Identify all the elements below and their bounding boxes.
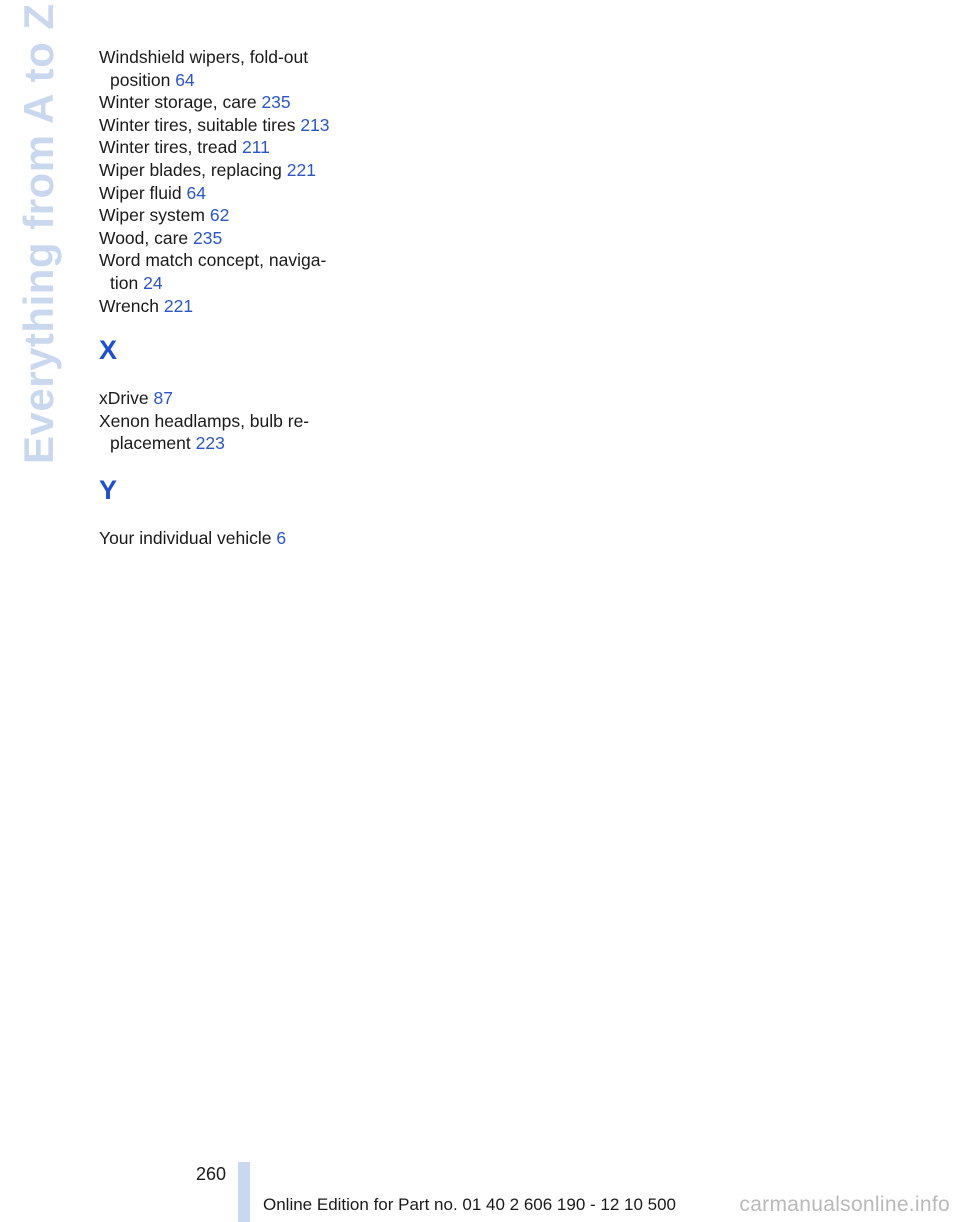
entry-text: Wiper blades, replacing	[99, 159, 282, 180]
entry-text: Wood, care	[99, 227, 189, 248]
footer-accent-bar	[238, 1162, 250, 1222]
page-link[interactable]: 6	[276, 527, 287, 548]
entries-w	[99, 46, 349, 317]
index-entry	[99, 136, 349, 159]
index-entry	[99, 387, 349, 410]
index-entry	[99, 159, 349, 182]
page-link[interactable]: 223	[195, 433, 225, 454]
side-title-text: Everything from A to Z	[15, 3, 62, 464]
index-entry	[99, 227, 349, 250]
index-entry	[99, 114, 349, 137]
index-entry	[99, 91, 349, 114]
entry-text: Your individual vehicle	[99, 527, 272, 548]
page-link[interactable]: 221	[286, 159, 316, 180]
entry-text: Winter storage, care	[99, 92, 257, 113]
index-entry	[99, 295, 349, 318]
index-entry	[99, 182, 349, 205]
index-entry	[99, 527, 349, 550]
entry-text: Winter tires, suitable tires	[99, 114, 296, 135]
page-link[interactable]: 211	[241, 137, 270, 158]
page-link[interactable]: 221	[163, 295, 194, 316]
watermark: carmanualsonline.info	[739, 1193, 950, 1216]
entries-x	[99, 387, 349, 455]
page-link[interactable]: 213	[300, 114, 330, 135]
page-link[interactable]: 64	[186, 182, 207, 203]
index-entry	[99, 249, 349, 294]
index-column	[99, 46, 349, 550]
page-link[interactable]: 24	[143, 272, 163, 293]
entry-text: xDrive	[99, 388, 149, 409]
entry-text: Winter tires, tread	[99, 137, 238, 158]
page-link[interactable]: 62	[209, 205, 230, 226]
entry-text: Wiper fluid	[99, 182, 182, 203]
edition-note: Online Edition for Part no. 01 40 2 606 190 - 12 10 500	[263, 1195, 677, 1214]
index-entry	[99, 204, 349, 227]
page-link[interactable]: 87	[153, 388, 173, 409]
entry-text: Wrench	[99, 295, 159, 316]
entry-text: Windshield wipers, fold-out position	[99, 47, 309, 90]
section-letter-y: Y	[99, 474, 118, 505]
page-link[interactable]: 64	[175, 69, 195, 90]
entry-text: Wiper system	[99, 205, 205, 226]
entry-text: Xenon headlamps, bulb re-placement	[99, 410, 310, 454]
page-link[interactable]: 235	[261, 92, 291, 113]
page-number: 260	[196, 1164, 227, 1184]
entry-text: Word match concept, naviga-tion	[99, 250, 327, 293]
index-entry	[99, 410, 349, 455]
index-entry	[99, 46, 349, 91]
entries-y	[99, 527, 349, 550]
section-letter-x: X	[99, 335, 118, 366]
side-title	[4, 3, 74, 464]
page-link[interactable]: 235	[193, 227, 223, 248]
